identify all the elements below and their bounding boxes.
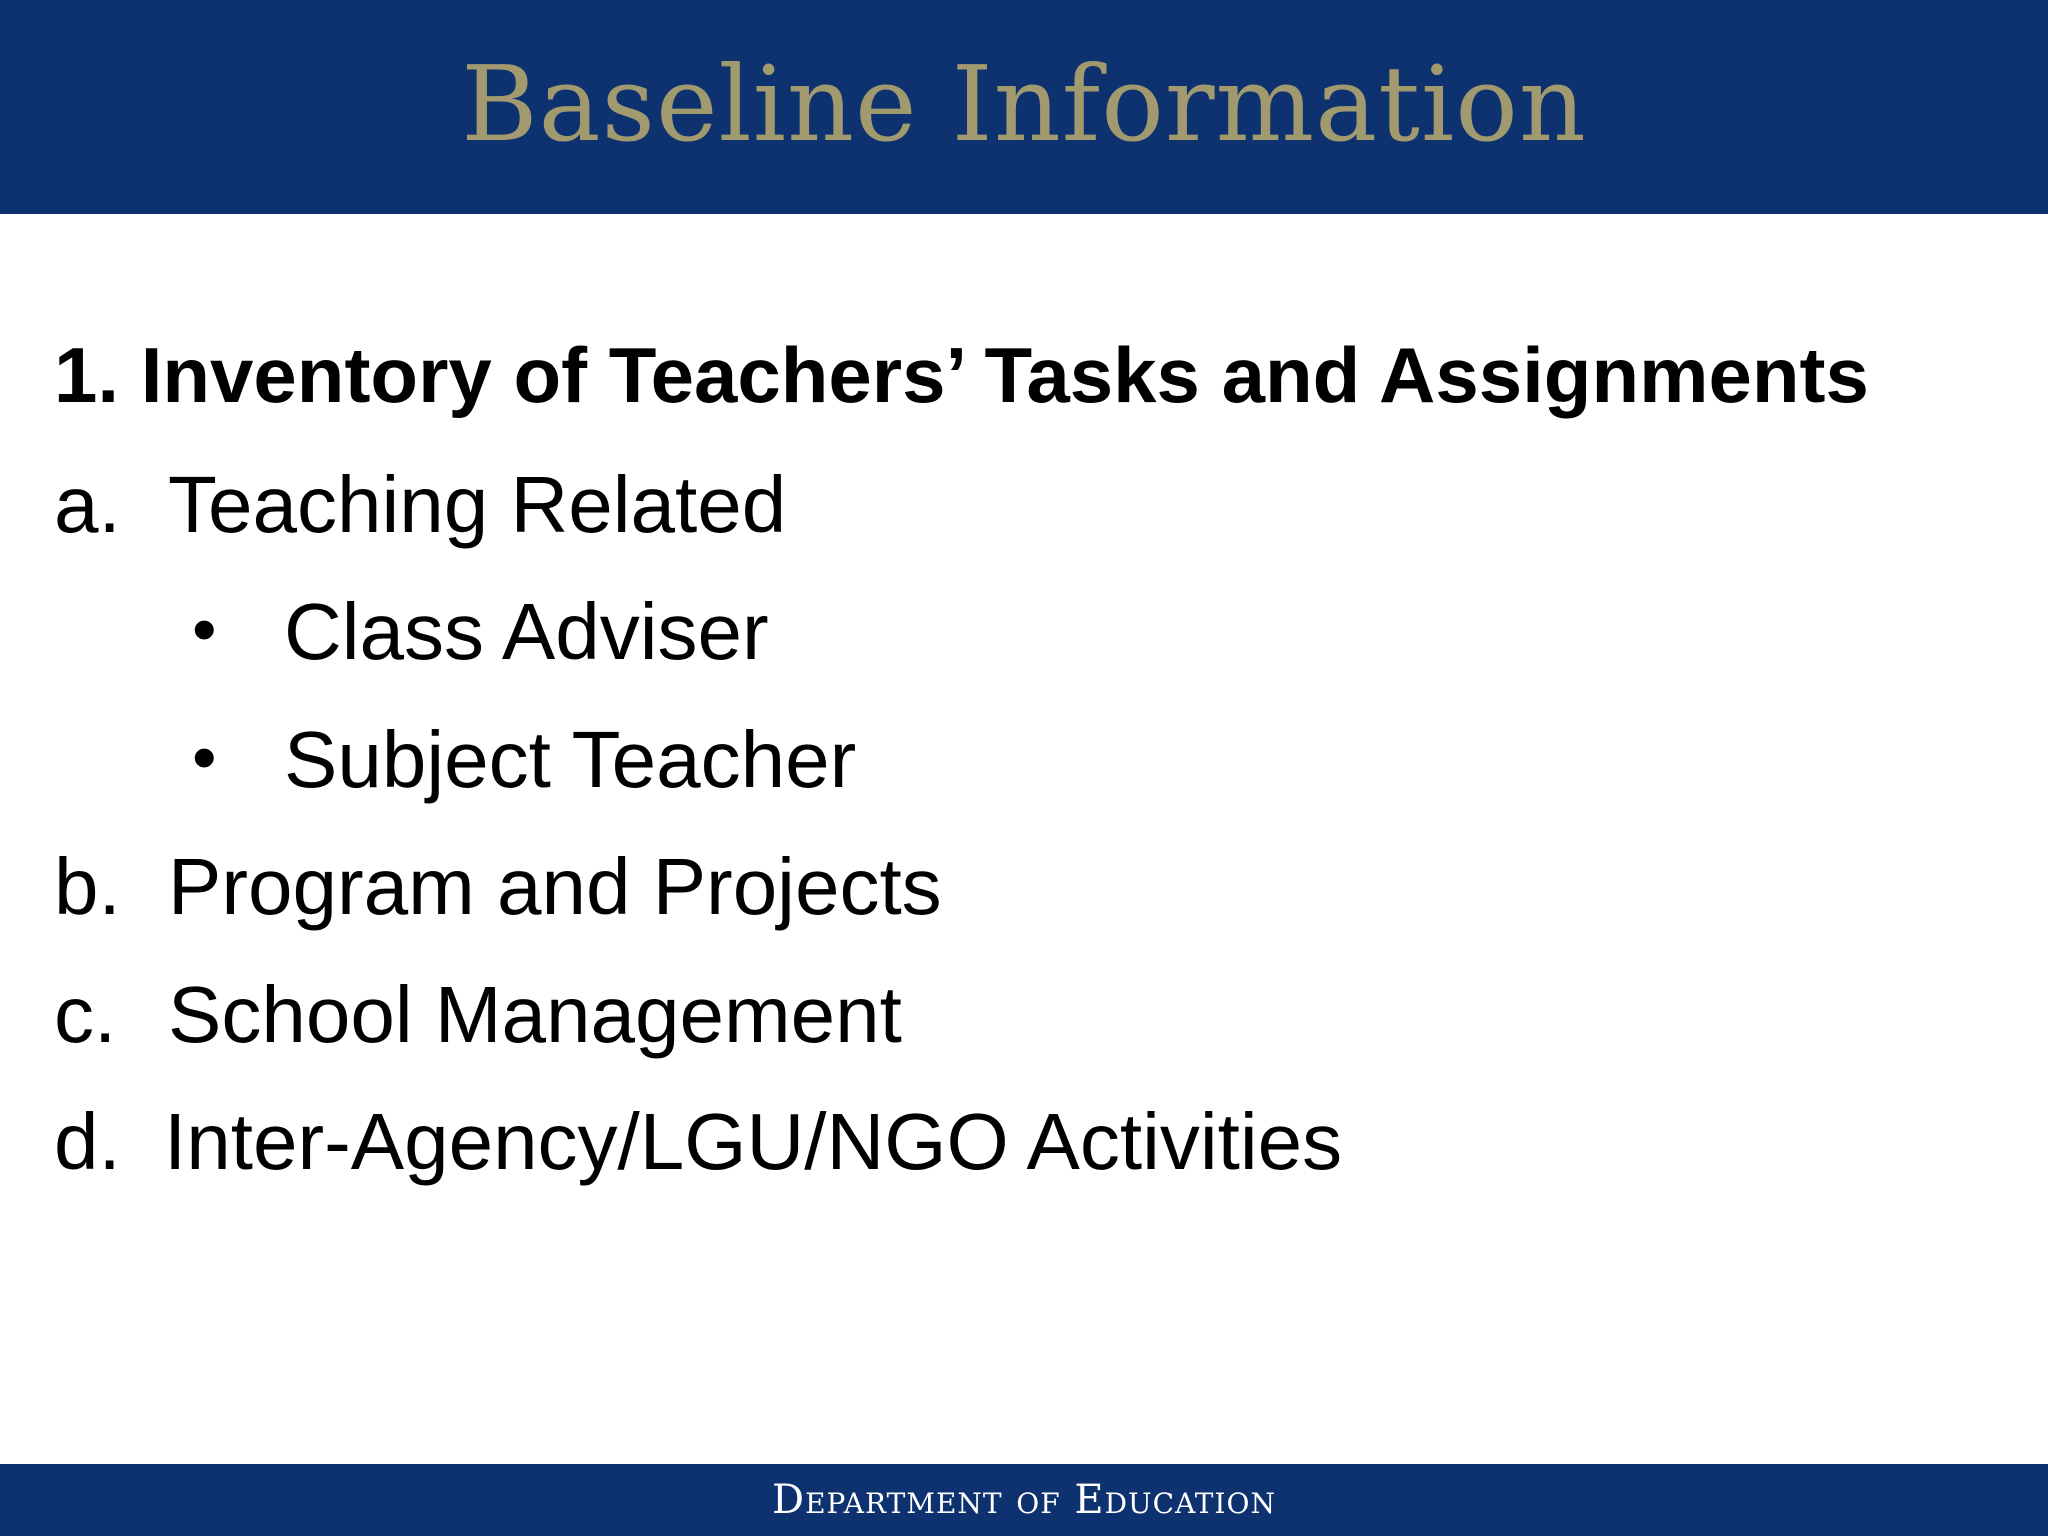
- list-item-label-a: Teaching Related: [168, 460, 787, 549]
- bullet-icon: •: [192, 590, 217, 668]
- list-marker-c: c.: [54, 970, 117, 1059]
- sub-item-label: Subject Teacher: [284, 715, 857, 804]
- sub-item-label: Class Adviser: [284, 587, 769, 676]
- slide-title: Baseline Information: [461, 43, 1587, 165]
- list-marker-b: b.: [54, 842, 121, 931]
- list-item-label-c: School Management: [168, 970, 902, 1059]
- footer-department-name: Department of Education: [772, 1477, 1276, 1523]
- list-marker-a: a.: [54, 460, 121, 549]
- list-marker-d: d.: [54, 1097, 121, 1186]
- bullet-icon: •: [192, 718, 217, 796]
- list-item-label-d: Inter-Agency/LGU/NGO Activities: [164, 1097, 1343, 1186]
- list-item-label-b: Program and Projects: [168, 842, 942, 931]
- footer-bar: [0, 1464, 2048, 1536]
- section-heading: 1. Inventory of Teachers’ Tasks and Assignments: [54, 331, 1869, 419]
